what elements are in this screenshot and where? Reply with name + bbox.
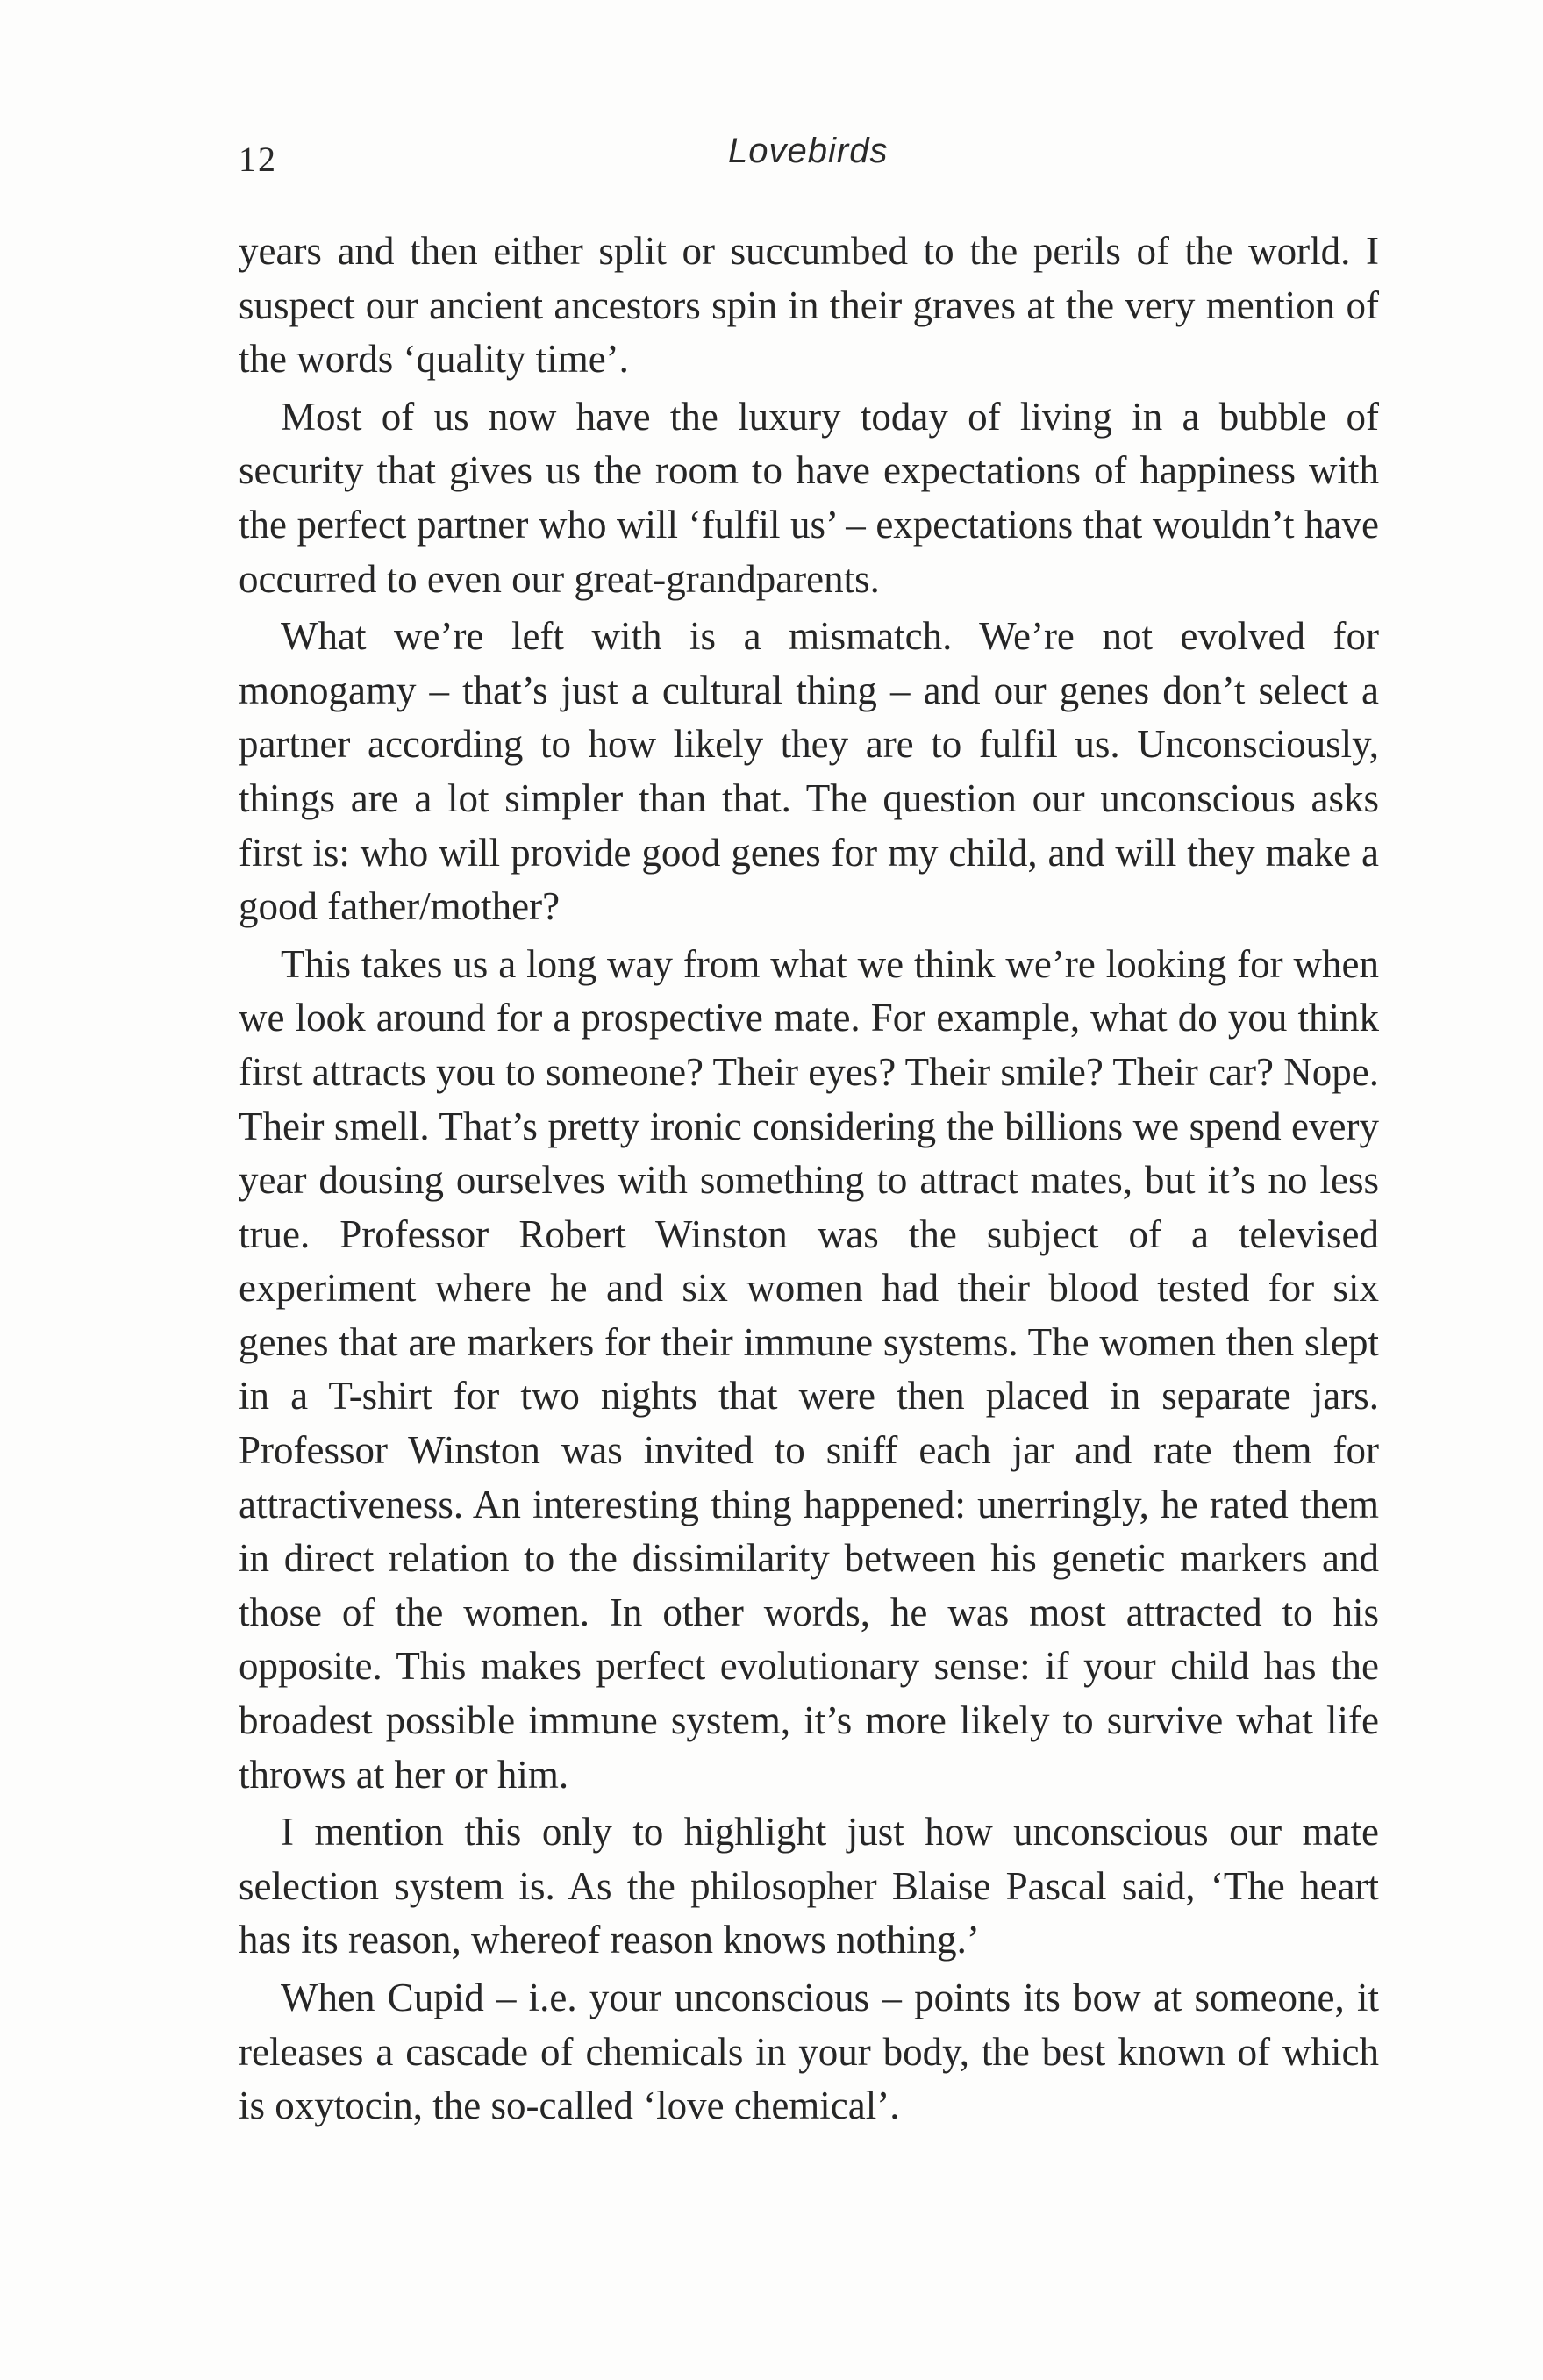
paragraph-2: Most of us now have the luxury today of living in a bubble of security that gives us the room to have expectations of happiness with the perfect partner who will ‘fulfil us’ – expectations that wouldn’t have occurred to even our great-grandparents.	[239, 394, 1379, 601]
paragraph-4: This takes us a long way from what we think we’re looking for when we look around for a prospective mate. For example, what do you think first attracts you to someone? Their eyes? Their smile? Their car? Nope. Their smell. That’s pretty ironic considering the billions we spend every year dousing ourselves with something to attract mates, but it’s no less true. Professor Robert Winston was the subject of a televised experiment where he and six women had their blood tested for six genes that are markers for their immune systems. The women then slept in a T-shirt for two nights that were then placed in separate jars. Professor Winston was invited to sniff each jar and rate them for attractiveness. An interesting thing happened: unerringly, he rated them in direct relation to the dissimilarity between his genetic markers and those of the women. In other words, he was most attracted to his opposite. This makes perfect evolutionary sense: if your child has the broadest possible immune system, it’s more likely to survive what life throws at her or him.	[239, 941, 1379, 1797]
running-title: Lovebirds	[728, 132, 889, 170]
paragraph-5: I mention this only to highlight just how unconscious our mate selection system is. As the philosopher Blaise Pascal said, ‘The heart has its reason, whereof reason knows nothing.’	[239, 1810, 1379, 1962]
running-head	[239, 132, 1379, 193]
paragraph-6: When Cupid – i.e. your unconscious – points its bow at someone, it releases a cascade of chemicals in your body, the best known of which is oxytocin, the so-called ‘love chemical’.	[239, 1976, 1379, 2128]
body-text	[239, 225, 1379, 2137]
paragraph-1: years and then either split or succumbed to the perils of the world. I suspect our ancient ancestors spin in their graves at the very mention of the words ‘quality time’.	[239, 229, 1379, 382]
paragraph-3: What we’re left with is a mismatch. We’re not evolved for monogamy – that’s just a cultural thing – and our genes don’t select a partner according to how likely they are to fulfil us. Unconsciously, things are a lot simpler than that. The question our unconscious asks first is: who will provide good genes for my child, and will they make a good father/mother?	[239, 614, 1379, 929]
page-number: 12	[239, 139, 277, 179]
